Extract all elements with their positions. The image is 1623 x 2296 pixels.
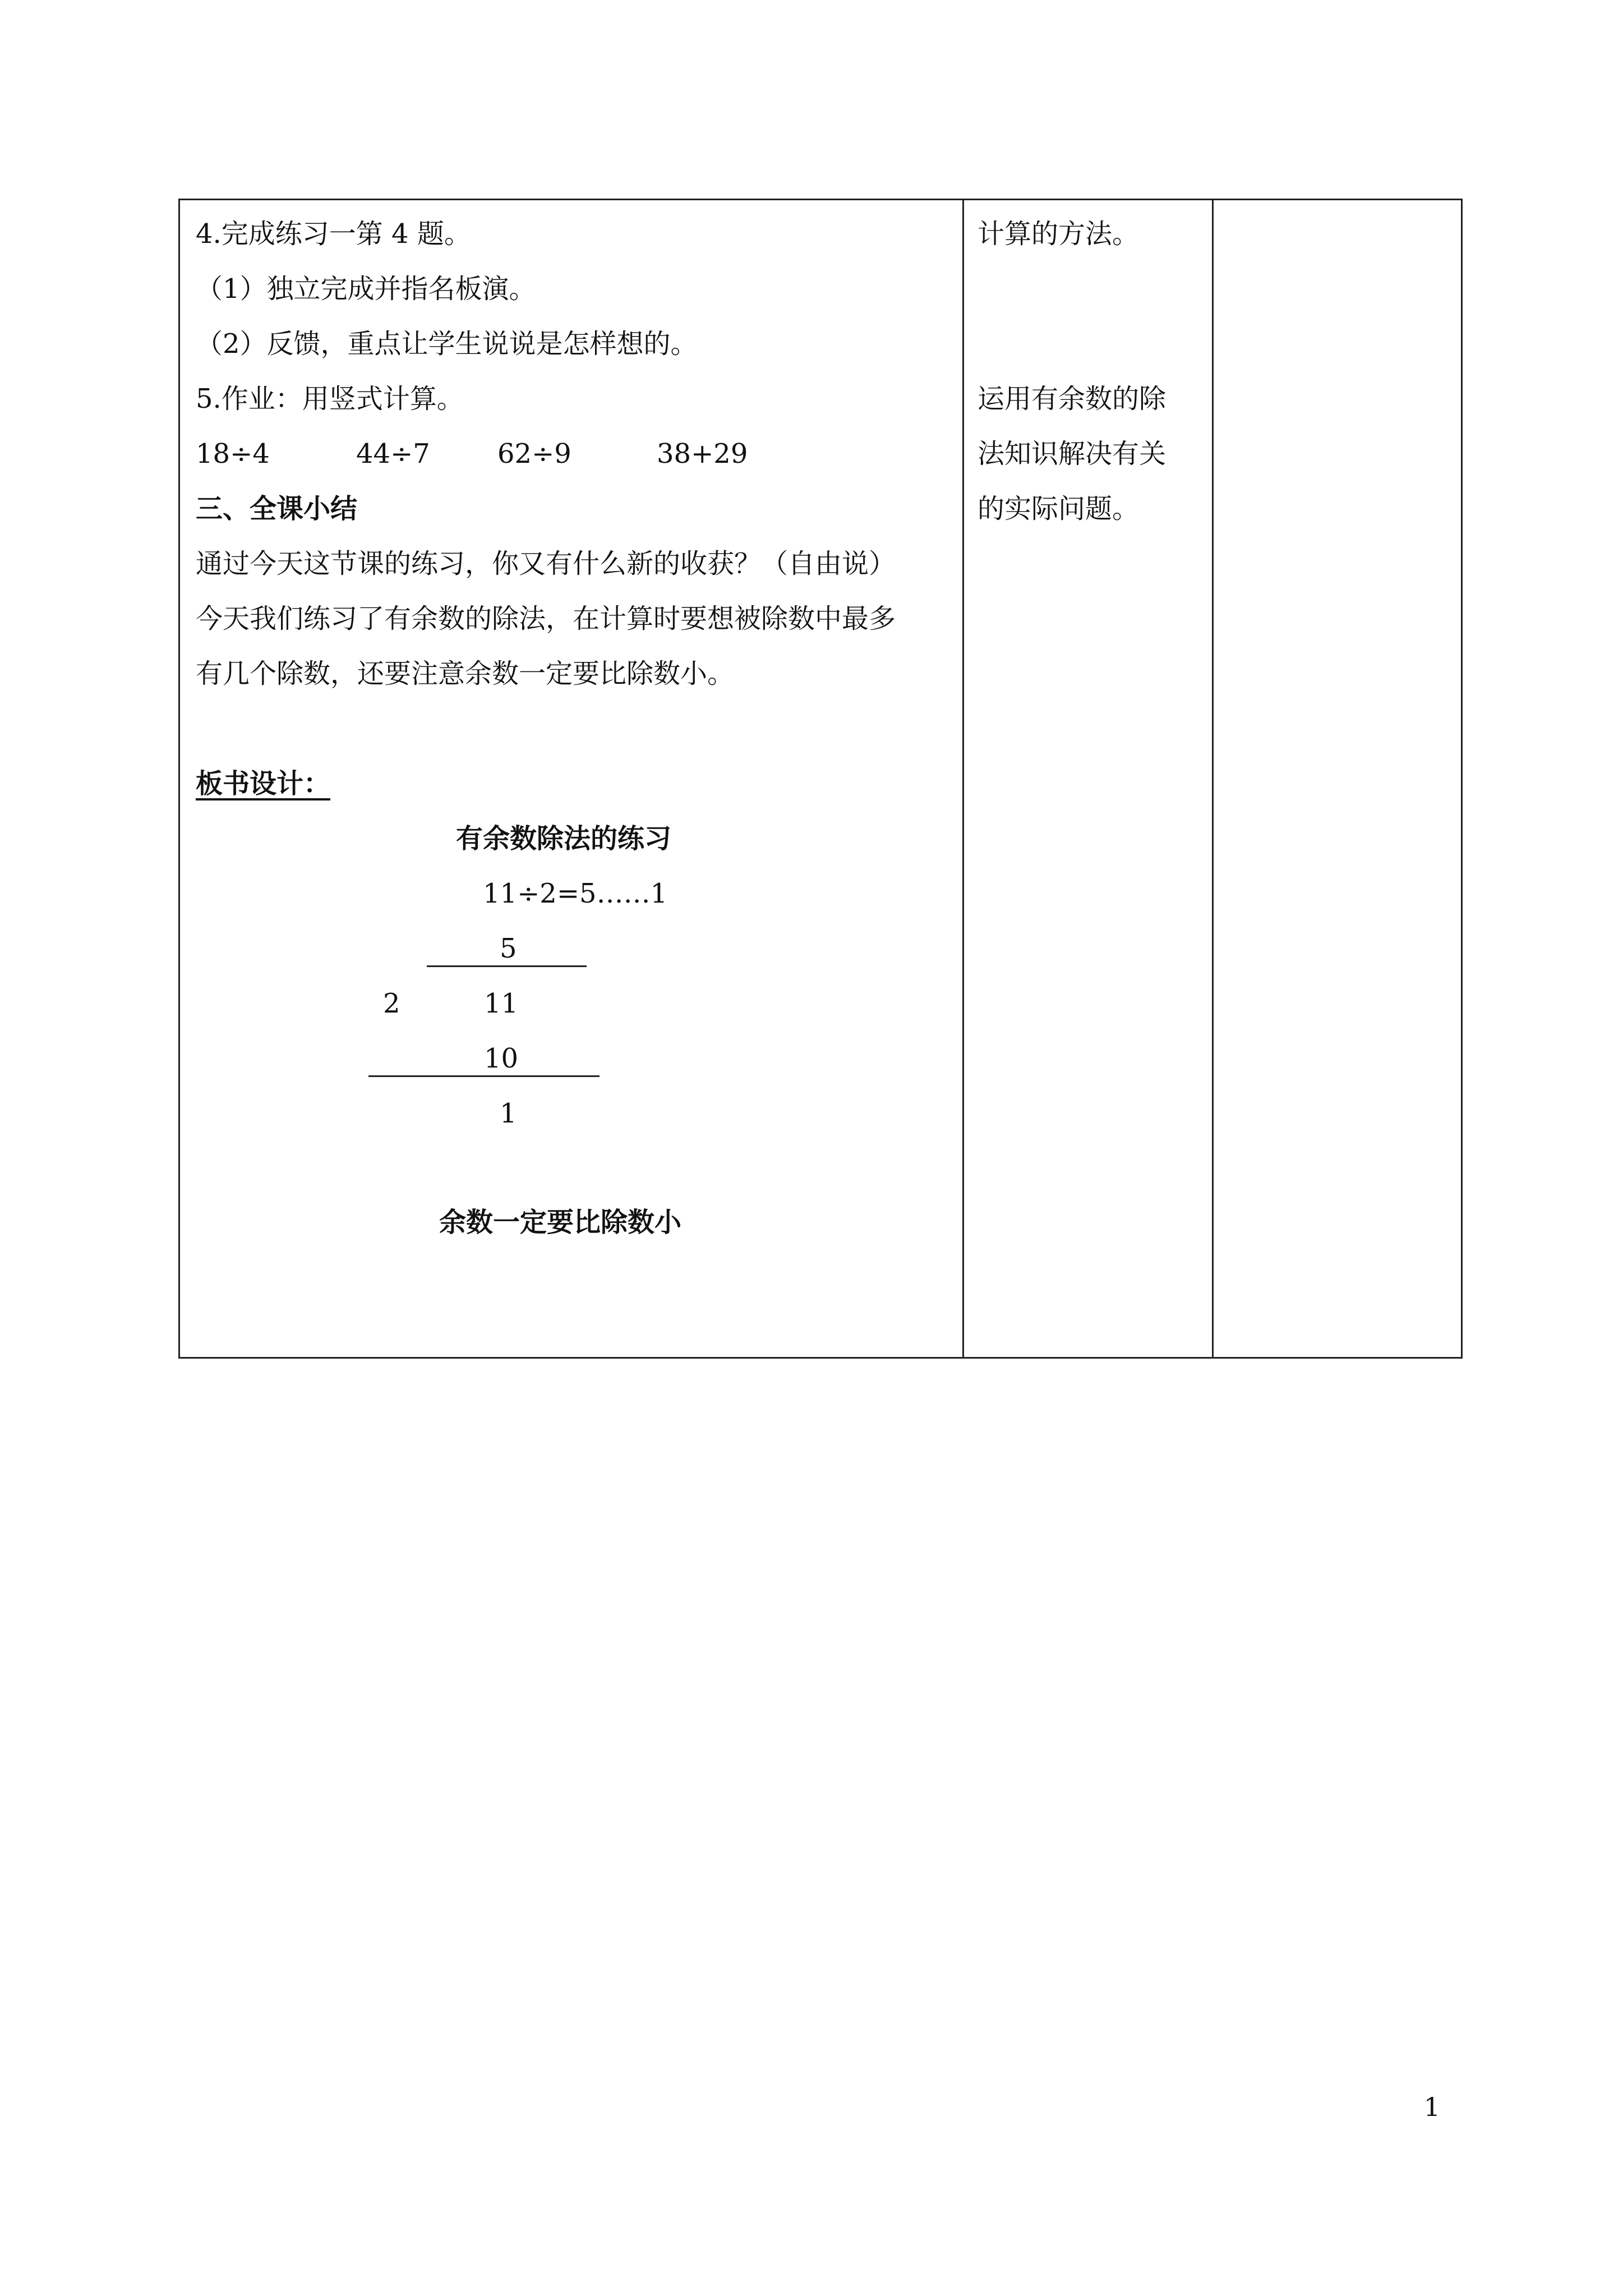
column-divider-1 <box>962 200 964 1357</box>
step-5: 5.作业：用竖式计算。 <box>196 383 464 415</box>
step-4-1: （1）独立完成并指名板演。 <box>196 273 536 305</box>
quotient-line <box>427 965 587 967</box>
board-title: 有余数除法的练习 <box>456 823 672 854</box>
long-division-remainder: 1 <box>500 1098 517 1129</box>
homework-item: 44÷7 <box>356 438 430 470</box>
long-division-quotient: 5 <box>500 933 517 964</box>
summary-line-2: 今天我们练习了有余数的除法，在计算时要想被除数中最多 <box>196 603 896 634</box>
homework-item: 18÷4 <box>196 438 270 470</box>
step-4: 4.完成练习一第 4 题。 <box>196 218 471 250</box>
long-division-dividend: 11 <box>484 988 519 1019</box>
summary-line-1: 通过今天这节课的练习，你又有什么新的收获？（自由说） <box>196 548 896 579</box>
homework-item: 38+29 <box>657 438 748 470</box>
intent-line-2: 运用有余数的除 <box>978 383 1166 415</box>
long-division-divisor: 2 <box>383 988 400 1019</box>
step-4-2: （2）反馈，重点让学生说说是怎样想的。 <box>196 328 698 360</box>
board-heading: 板书设计： <box>196 768 331 799</box>
column-divider-2 <box>1212 200 1214 1357</box>
summary-heading: 三、全课小结 <box>196 493 358 524</box>
intent-line-1: 计算的方法。 <box>978 218 1140 250</box>
intent-line-4: 的实际问题。 <box>978 493 1140 524</box>
intent-line-3: 法知识解决有关 <box>978 438 1166 470</box>
summary-line-3: 有几个除数，还要注意余数一定要比除数小。 <box>196 658 735 689</box>
product-line <box>368 1075 600 1077</box>
lesson-table <box>178 199 1463 1359</box>
homework-item: 62÷9 <box>497 438 571 470</box>
long-division-product: 10 <box>484 1043 519 1074</box>
page-number: 1 <box>1423 2092 1440 2122</box>
board-conclusion: 余数一定要比除数小 <box>439 1207 682 1238</box>
board-equation: 11÷2=5……1 <box>483 878 668 909</box>
